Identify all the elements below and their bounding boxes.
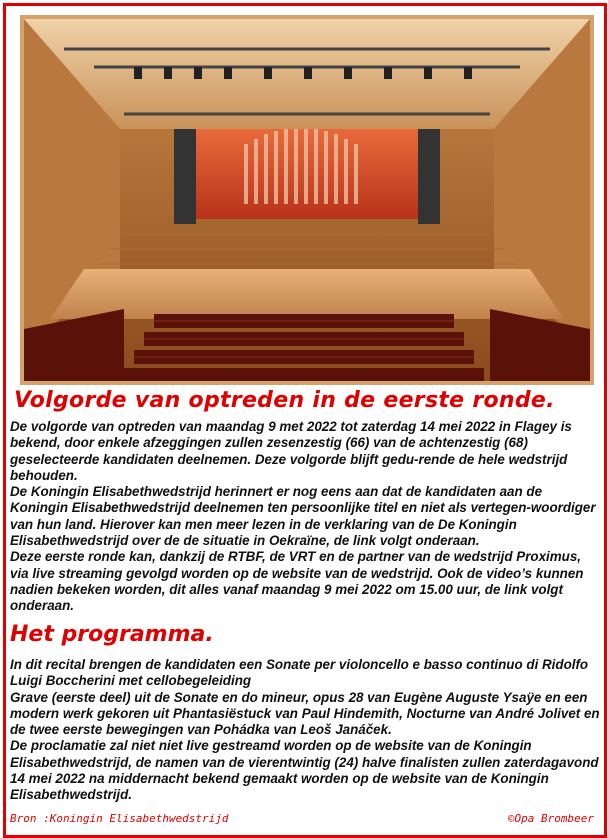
section-body-program bbox=[10, 657, 600, 804]
source-credit: Bron :Koningin Elisabethwedstrijd bbox=[10, 812, 229, 825]
paragraph: De Koningin Elisabethwedstrijd herinnert er nog eens aan dat de kandidaten aan de Koningin Elisabethwedstrijd deelnemen ten persoonlijke titel en niet als vertegen-woordiger van hun land. Hierover kan men meer lezen in de verklaring van de De Koningin Elisabethwedstrijd over de de situatie in Oekraïne, de link volgt onderaan. bbox=[10, 484, 596, 549]
paragraph: Deze eerste ronde kan, dankzij de RTBF, de VRT en de partner van de wedstrijd Proximus, via live streaming gevolgd worden op de website van de wedstrijd. Ook de video’s kunnen nadien bekeken worden, dit alles vanaf maandag 9 mei 2022 om 15.00 uur, de link volgt onderaan. bbox=[10, 549, 584, 614]
paragraph: In dit recital brengen de kandidaten een Sonate per violoncello e basso continuo di Ridolfo Luigi Boccherini met cellobegeleiding bbox=[10, 657, 589, 689]
paragraph: Grave (eerste deel) uit de Sonate en do mineur, opus 28 van Eugène Auguste Ysaÿe en een modern werk gekoren uit Phantasiëstuck van Paul Hindemith, Nocturne van André Jolivet en de twee eerste bewegingen van Pohádka van Leoš Janáček. bbox=[10, 689, 600, 738]
paragraph: De volgorde van optreden van maandag 9 met 2022 tot zaterdag 14 mei 2022 in Flagey is bekend, door enkele afzeggingen zullen zesenzestig (66) van de achtenzestig (68) geselecteerde kandidaten deelnemen. Deze volgorde blijft gedu-rende de hele wedstrijd behouden. bbox=[10, 419, 572, 483]
section-title-program: Het programma. bbox=[10, 622, 214, 647]
concert-hall-photo bbox=[20, 15, 594, 385]
author-credit: ©Opa Brombeer bbox=[507, 812, 594, 825]
section-title-first-round: Volgorde van optreden in de eerste ronde. bbox=[14, 388, 555, 413]
section-body-first-round bbox=[10, 419, 600, 615]
concert-hall-image bbox=[24, 19, 590, 381]
paragraph: De proclamatie zal niet niet live gestreamd worden op de website van de Koningin Elisabethwedstrijd, de namen van de vierentwintig (24) halve finalisten zullen zaterdagavond 14 mei 2022 na middernacht bekend gemaakt worden op de website van de Koningin Elisabethwedstrijd. bbox=[10, 738, 599, 803]
